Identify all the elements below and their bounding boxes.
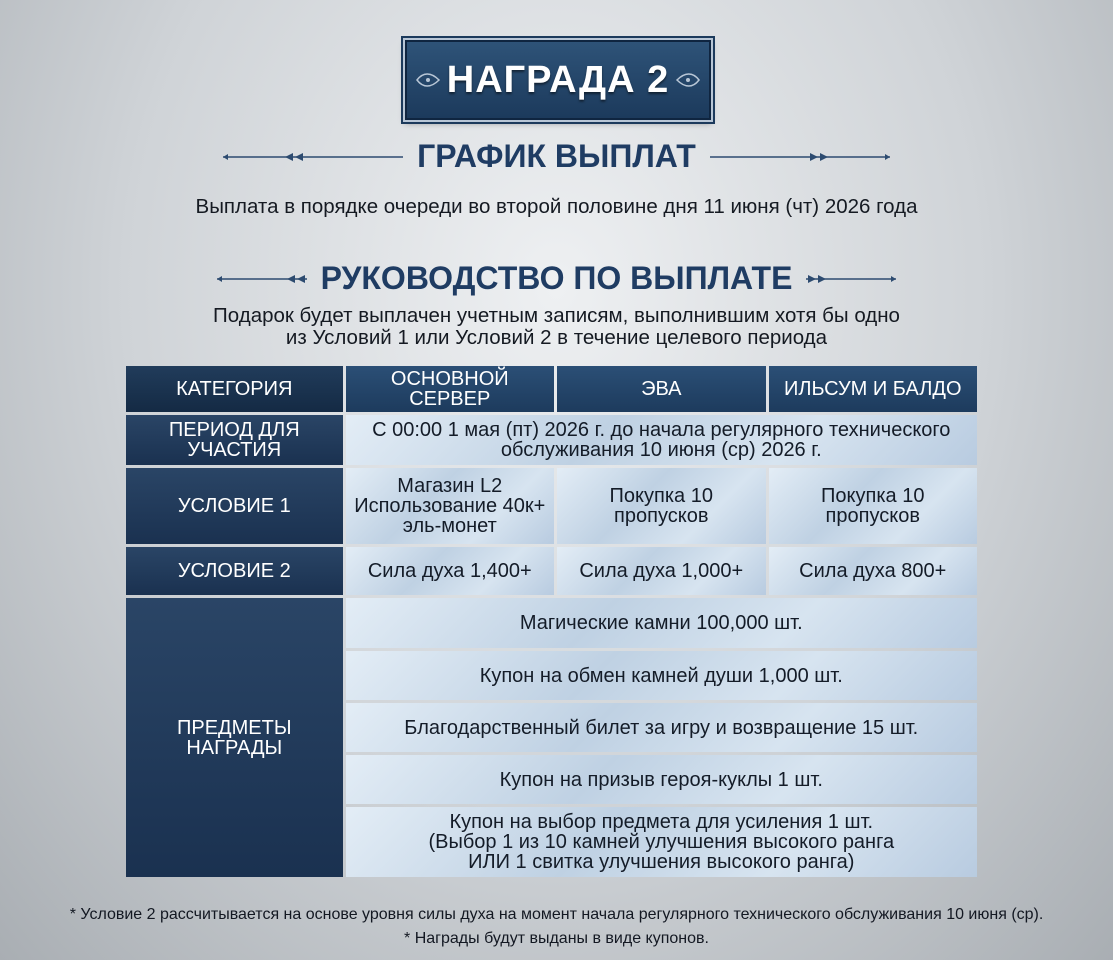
header-ilsum-baldo: ИЛЬСУМ И БАЛДО bbox=[769, 366, 978, 412]
rewards-label-line-2: НАГРАДЫ bbox=[186, 736, 283, 759]
period-line-1: С 00:00 1 мая (пт) 2026 г. до начала регулярного технического bbox=[372, 419, 951, 441]
table-row-condition1 bbox=[126, 468, 977, 544]
rewards-table bbox=[123, 363, 980, 880]
footnote-1: * Условие 2 рассчитывается на основе уровня силы духа на момент начала регулярного технического обслуживания 10 июня (ср). bbox=[69, 906, 1044, 923]
guide-line-2: из Условий 1 или Условий 2 в течение целевого периода bbox=[285, 326, 828, 349]
reward-item-2: Купон на обмен камней души 1,000 шт. bbox=[346, 651, 977, 700]
reward-item-5-line-2: (Выбор 1 из 10 камней улучшения высокого ранга bbox=[428, 831, 895, 853]
condition2-ilsum: Сила духа 800+ bbox=[769, 547, 978, 595]
condition2-eva: Сила духа 1,000+ bbox=[557, 547, 765, 595]
header-eva: ЭВА bbox=[557, 366, 765, 412]
schedule-heading-row bbox=[0, 138, 1113, 175]
ornament-flourish-icon bbox=[675, 70, 701, 90]
reward-item-4: Купон на призыв героя-куклы 1 шт. bbox=[346, 755, 977, 804]
condition1-label: УСЛОВИЕ 1 bbox=[126, 468, 343, 544]
period-label: ПЕРИОД ДЛЯ УЧАСТИЯ bbox=[126, 415, 343, 465]
table-row-reward1 bbox=[126, 598, 977, 648]
ornament-flourish-icon bbox=[415, 70, 441, 90]
title-banner bbox=[405, 40, 711, 120]
arrow-line-decoration-icon bbox=[223, 152, 403, 162]
rewards-label bbox=[126, 598, 343, 877]
reward-item-5-line-1: Купон на выбор предмета для усиления 1 шт. bbox=[449, 811, 874, 833]
condition1-ilsum: Покупка 10 пропусков bbox=[769, 468, 978, 544]
banner-title: НАГРАДА 2 bbox=[446, 58, 670, 101]
period-value bbox=[346, 415, 977, 465]
header-category: КАТЕГОРИЯ bbox=[126, 366, 343, 412]
table-row-period bbox=[126, 415, 977, 465]
schedule-text: Выплата в порядке очереди во второй половине дня 11 июня (чт) 2026 года bbox=[195, 195, 918, 218]
arrow-line-decoration-icon bbox=[710, 152, 890, 162]
reward-item-5 bbox=[346, 807, 977, 877]
arrow-line-decoration-icon bbox=[217, 274, 307, 284]
rewards-label-line-1: ПРЕДМЕТЫ bbox=[177, 716, 292, 739]
condition1-main-line-3: эль-монет bbox=[402, 515, 497, 537]
reward-item-3: Благодарственный билет за игру и возвращение 15 шт. bbox=[346, 703, 977, 752]
reward-item-5-line-3: ИЛИ 1 свитка улучшения высокого ранга) bbox=[468, 851, 855, 873]
table-header-row bbox=[126, 366, 977, 412]
condition1-main-line-1: Магазин L2 bbox=[397, 475, 503, 497]
header-main-server: ОСНОВНОЙ СЕРВЕР bbox=[346, 366, 554, 412]
reward-item-1: Магические камни 100,000 шт. bbox=[346, 598, 977, 648]
schedule-heading: ГРАФИК ВЫПЛАТ bbox=[417, 138, 696, 174]
condition2-label: УСЛОВИЕ 2 bbox=[126, 547, 343, 595]
condition2-main: Сила духа 1,400+ bbox=[346, 547, 554, 595]
condition1-main bbox=[346, 468, 554, 544]
arrow-line-decoration-icon bbox=[806, 274, 896, 284]
guide-description bbox=[0, 305, 1113, 349]
guide-heading-row bbox=[0, 260, 1113, 297]
condition1-main-line-2: Использование 40к+ bbox=[354, 495, 546, 517]
period-line-2: обслуживания 10 июня (ср) 2026 г. bbox=[500, 439, 822, 461]
guide-line-1: Подарок будет выплачен учетным записям, выполнившим хотя бы одно bbox=[213, 304, 900, 327]
guide-heading: РУКОВОДСТВО ПО ВЫПЛАТЕ bbox=[320, 260, 793, 296]
condition1-eva: Покупка 10 пропусков bbox=[557, 468, 765, 544]
footnote-2: * Награды будут выданы в виде купонов. bbox=[404, 930, 709, 947]
table-row-condition2 bbox=[126, 547, 977, 595]
